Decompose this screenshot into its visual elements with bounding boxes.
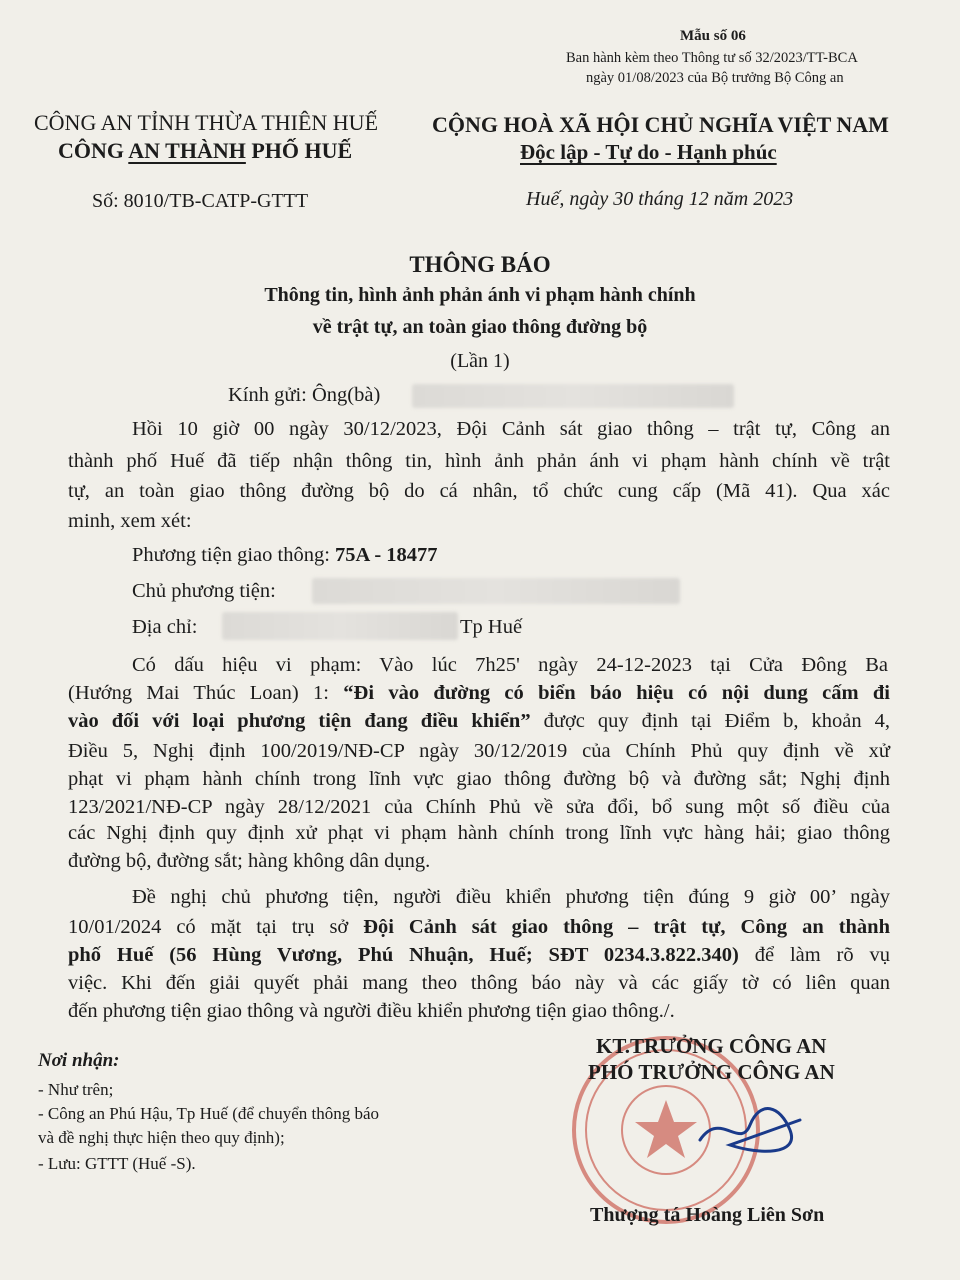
request-line	[68, 916, 890, 939]
request-office-address: phố Huế (56 Hùng Vương, Phú Nhuận, Huế; SĐT 0234.3.822.340)	[68, 944, 739, 966]
request-office: Đội Cảnh sát giao thông – trật tự, Công an thành	[363, 916, 890, 938]
violation-line	[68, 682, 890, 705]
violation-regulation: được quy định tại Điểm b, khoản 4,	[530, 710, 890, 732]
request-line	[68, 944, 890, 967]
vehicle-line	[132, 544, 438, 567]
redacted-address	[222, 612, 458, 640]
recipient-item: và đề nghị thực hiện theo quy định);	[38, 1128, 285, 1147]
document-number: Số: 8010/TB-CATP-GTTT	[92, 190, 309, 212]
owner-line	[132, 580, 276, 603]
request-date: 10/01/2024 có mặt tại trụ sở	[68, 916, 364, 938]
violation-line: phạt vi phạm hành chính trong lĩnh vực giao thông đường bộ và đường sắt; Nghị định	[68, 768, 890, 790]
request-line: Đề nghị chủ phương tiện, người điều khiển phương tiện đúng 9 giờ 00’ ngày	[132, 886, 890, 908]
recipients-heading: Nơi nhận:	[38, 1050, 120, 1071]
recipient-item: - Lưu: GTTT (Huế -S).	[38, 1154, 196, 1173]
nation-title: CỘNG HOÀ XÃ HỘI CHỦ NGHĨA VIỆT NAM	[432, 112, 889, 137]
request-line: đến phương tiện giao thông và người điều khiển phương tiện giao thông./.	[68, 1000, 675, 1022]
form-reference-line2: ngày 01/08/2023 của Bộ trưởng Bộ Công an	[586, 70, 844, 86]
handwritten-signature	[690, 1100, 810, 1160]
agency-parent: CÔNG AN TỈNH THỪA THIÊN HUẾ	[34, 110, 379, 135]
agency-name-part3: PHỐ HUẾ	[245, 138, 353, 163]
signature-title-1: KT.TRƯỞNG CÔNG AN	[596, 1034, 827, 1058]
paragraph-1-line: tự, an toàn giao thông đường bộ do cá nhân, tổ chức cung cấp (Mã 41). Qua xác	[68, 480, 890, 502]
owner-label: Chủ phương tiện:	[132, 580, 276, 602]
vehicle-plate: 75A - 18477	[335, 544, 438, 566]
document-date: Huế, ngày 30 tháng 12 năm 2023	[526, 188, 794, 210]
recipient-item: - Công an Phú Hậu, Tp Huế (để chuyển thông báo	[38, 1104, 380, 1123]
greeting: Kính gửi: Ông(bà)	[228, 384, 381, 406]
violation-line: đường bộ, đường sắt; hàng không dân dụng.	[68, 850, 431, 872]
recipient-item: - Như trên;	[38, 1080, 114, 1099]
address-city: Tp Huế	[460, 616, 523, 638]
agency-name-part1: CÔNG	[58, 138, 129, 163]
violation-line: Điều 5, Nghị định 100/2019/NĐ-CP ngày 30/12/2019 của Chính Phủ quy định về xử	[68, 740, 890, 762]
redacted-recipient-name	[412, 384, 734, 408]
violation-line: Có dấu hiệu vi phạm: Vào lúc 7h25' ngày 24-12-2023 tại Cửa Đông Ba	[132, 654, 888, 676]
paragraph-1-line: minh, xem xét:	[68, 510, 192, 532]
request-purpose: để làm rõ vụ	[738, 944, 890, 966]
violation-line	[68, 710, 890, 733]
document-subtitle-2: về trật tự, an toàn giao thông đường bộ	[312, 316, 648, 338]
violation-line: 123/2021/NĐ-CP ngày 28/12/2021 của Chính Phủ về sửa đổi, bổ sung một số điều của	[68, 796, 890, 818]
violation-line: các Nghị định quy định xử phạt vi phạm hành chính trong lĩnh vực hàng hải; giao thông	[68, 822, 890, 844]
redacted-owner-name	[312, 578, 680, 604]
address-label: Địa chỉ:	[132, 616, 198, 638]
violation-description-cont: vào đối với loại phương tiện đang điều khiển”	[68, 710, 531, 732]
signature-title-2: PHÓ TRƯỞNG CÔNG AN	[588, 1060, 835, 1084]
address-line	[132, 616, 197, 639]
nation-motto: Độc lập - Tự do - Hạnh phúc	[520, 140, 777, 164]
request-line: việc. Khi đến giải quyết phải mang theo thông báo này và các giấy tờ có liên quan	[68, 972, 890, 994]
paragraph-1-line: Hồi 10 giờ 00 ngày 30/12/2023, Đội Cảnh sát giao thông – trật tự, Công an	[132, 418, 890, 440]
violation-description: “Đi vào đường có biển báo hiệu có nội dung cấm đi	[343, 682, 891, 704]
signer-name: Thượng tá Hoàng Liên Sơn	[590, 1204, 825, 1226]
paragraph-1-line: thành phố Huế đã tiếp nhận thông tin, hình ảnh phản ánh vi phạm hành chính về trật	[68, 450, 890, 472]
agency-name-part2: AN THÀNH	[128, 138, 246, 163]
notice-round: (Lần 1)	[450, 350, 510, 372]
form-reference-line1: Ban hành kèm theo Thông tư số 32/2023/TT-BCA	[566, 50, 858, 66]
document-title: THÔNG BÁO	[409, 252, 551, 277]
violation-location: (Hướng Mai Thúc Loan) 1:	[68, 682, 344, 704]
document-subtitle-1: Thông tin, hình ảnh phản ánh vi phạm hành chính	[264, 284, 696, 306]
agency-name	[58, 138, 352, 164]
vehicle-label: Phương tiện giao thông:	[132, 544, 336, 566]
form-number: Mẫu số 06	[680, 28, 746, 44]
